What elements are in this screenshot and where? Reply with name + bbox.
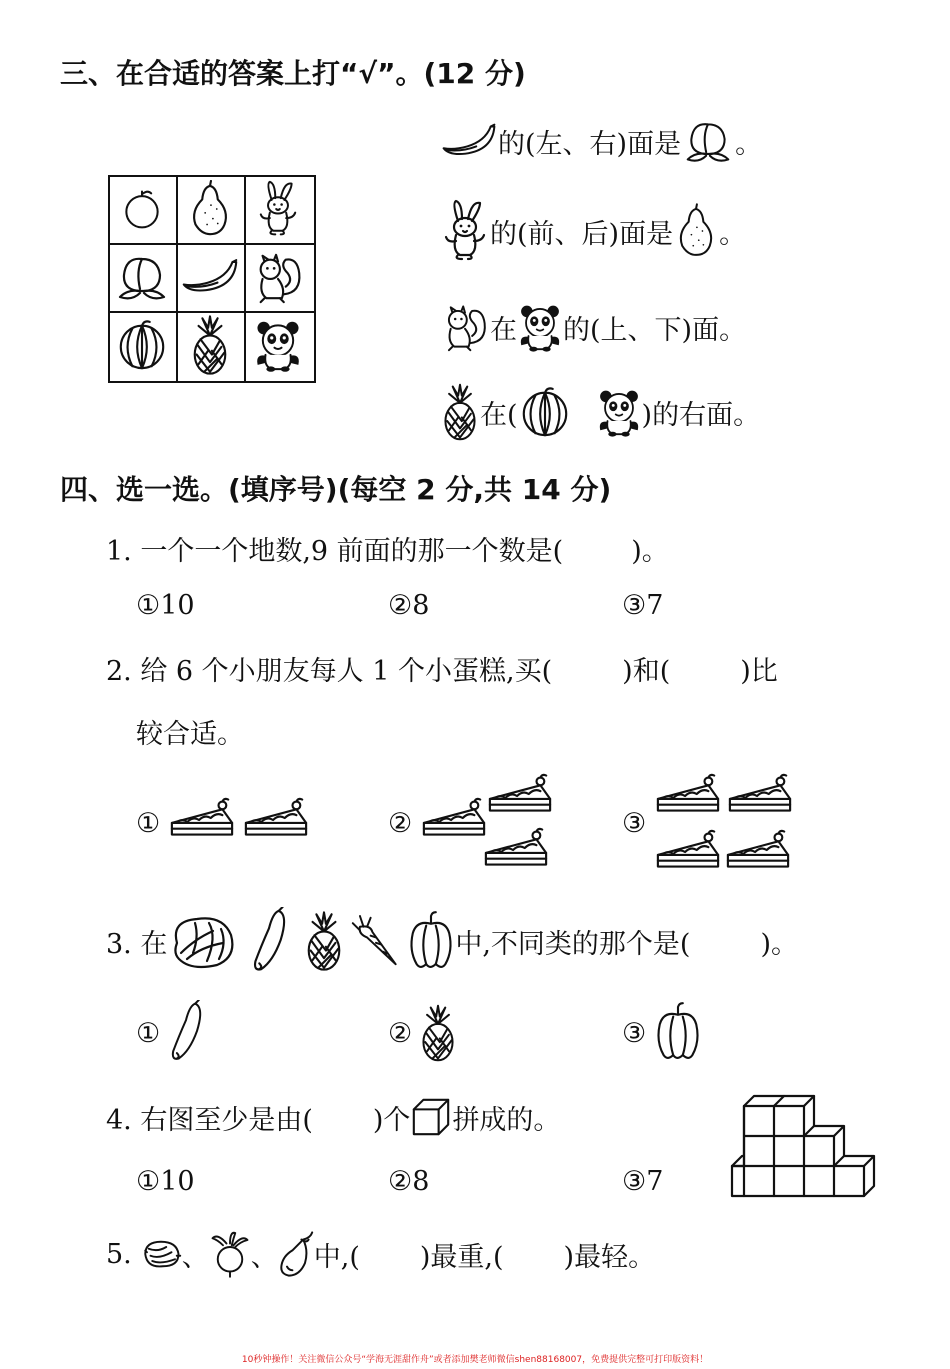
s4-q2-option-1-label[interactable]: ① — [136, 808, 161, 839]
section3-heading: 三、在合适的答案上打“√”。(12 分) — [60, 57, 526, 90]
radish-icon — [209, 1228, 251, 1280]
cabbage-icon — [167, 913, 237, 969]
meat-icon — [140, 1236, 182, 1272]
s4-q5: 5. 、 、 中,( )最重,( )最轻。 — [106, 1226, 655, 1282]
cake-icon — [482, 824, 550, 874]
cake-icon — [654, 826, 722, 876]
s4-q1-option-3[interactable]: ③7 — [622, 590, 664, 621]
bell-pepper-icon — [654, 1000, 702, 1064]
s3-q4-option-watermelon-icon[interactable] — [518, 384, 572, 440]
s4-q2-option-3-label[interactable]: ③ — [622, 808, 647, 839]
grid-orange-icon — [110, 177, 174, 241]
grid-peach-icon — [110, 245, 174, 309]
cake-icon — [724, 826, 792, 876]
pear-icon — [673, 203, 719, 259]
cucumber-icon — [166, 1000, 206, 1064]
s3-q4: 在( )的右面。 — [440, 380, 760, 444]
cube-icon — [410, 1096, 452, 1138]
s4-q4-option-2[interactable]: ②8 — [388, 1166, 430, 1197]
s3-q1: 的( 左 、 右 )面是 。 — [440, 116, 762, 166]
grid-panda-icon — [246, 313, 310, 377]
grid-banana-icon — [178, 245, 242, 309]
pineapple-icon — [440, 381, 480, 443]
carrot-icon — [351, 913, 401, 969]
s3-q3-option-down[interactable]: 下 — [654, 314, 682, 346]
s3-q2: 的( 前 、 后 )面是 。 — [440, 196, 746, 266]
cake-icon — [420, 794, 488, 844]
peach-icon — [681, 117, 735, 165]
s4-q2: 2. 给 6 个小朋友每人 1 个小蛋糕,买( )和( )比 — [106, 655, 778, 687]
rabbit-icon — [440, 197, 490, 265]
s4-q4: 4. 右图至少是由( )个 拼成的。 — [106, 1094, 560, 1140]
grid-pear-icon — [178, 177, 242, 241]
cucumber-icon — [249, 907, 289, 975]
grid-watermelon-icon — [110, 313, 174, 377]
s4-q2-option-2-label[interactable]: ② — [388, 808, 413, 839]
panda-icon — [517, 301, 563, 353]
cake-icon — [654, 770, 722, 820]
s4-q1-option-2[interactable]: ②8 — [388, 590, 430, 621]
picture-grid — [108, 175, 316, 383]
pineapple-icon — [303, 910, 345, 972]
squirrel-icon — [440, 301, 490, 353]
s4-q3-option-3-label[interactable]: ③ — [622, 1018, 647, 1049]
section4-heading: 四、选一选。(填序号)(每空 2 分,共 14 分) — [60, 473, 612, 506]
bell-pepper-icon — [407, 910, 455, 972]
s4-q3-option-1-label[interactable]: ① — [136, 1018, 161, 1049]
s4-q4-option-3[interactable]: ③7 — [622, 1166, 664, 1197]
cube-stack-figure — [728, 1092, 874, 1206]
s4-q3-option-2-label[interactable]: ② — [388, 1018, 413, 1049]
s3-q3-option-up[interactable]: 上 — [600, 314, 628, 346]
cake-icon — [242, 794, 310, 844]
s4-q3: 3. 在 中,不同类的那个是( )。 — [106, 906, 798, 976]
cake-icon — [168, 794, 236, 844]
s4-q2-line2: 较合适。 — [136, 719, 244, 750]
grid-pineapple-icon — [178, 313, 242, 377]
cake-icon — [486, 770, 554, 820]
s3-q2-option-front[interactable]: 前 — [527, 218, 555, 250]
banana-icon — [440, 122, 498, 160]
s3-q1-option-left[interactable]: 左 — [535, 128, 563, 160]
s4-q1-option-1[interactable]: ①10 — [136, 590, 195, 621]
s4-q1: 1. 一个一个地数,9 前面的那一个数是( )。 — [106, 535, 669, 567]
eggplant-icon — [278, 1228, 314, 1280]
grid-rabbit-icon — [246, 177, 310, 241]
pineapple-icon — [418, 1002, 458, 1064]
s3-q3: 在 的( 上 、 下 )面。 — [440, 298, 746, 356]
s3-q2-option-back[interactable]: 后 — [581, 218, 609, 250]
s4-q4-option-1[interactable]: ①10 — [136, 1166, 195, 1197]
footer-promo: 10秒钟操作！关注微信公众号“学海无涯甜作舟”或者添加樊老师微信shen88168007，免费提供完整可打印版资料！ — [241, 1355, 709, 1365]
s3-q4-option-panda-icon[interactable] — [596, 386, 642, 438]
grid-squirrel-icon — [246, 245, 310, 309]
s3-q1-option-right[interactable]: 右 — [589, 128, 617, 160]
cake-icon — [726, 770, 794, 820]
